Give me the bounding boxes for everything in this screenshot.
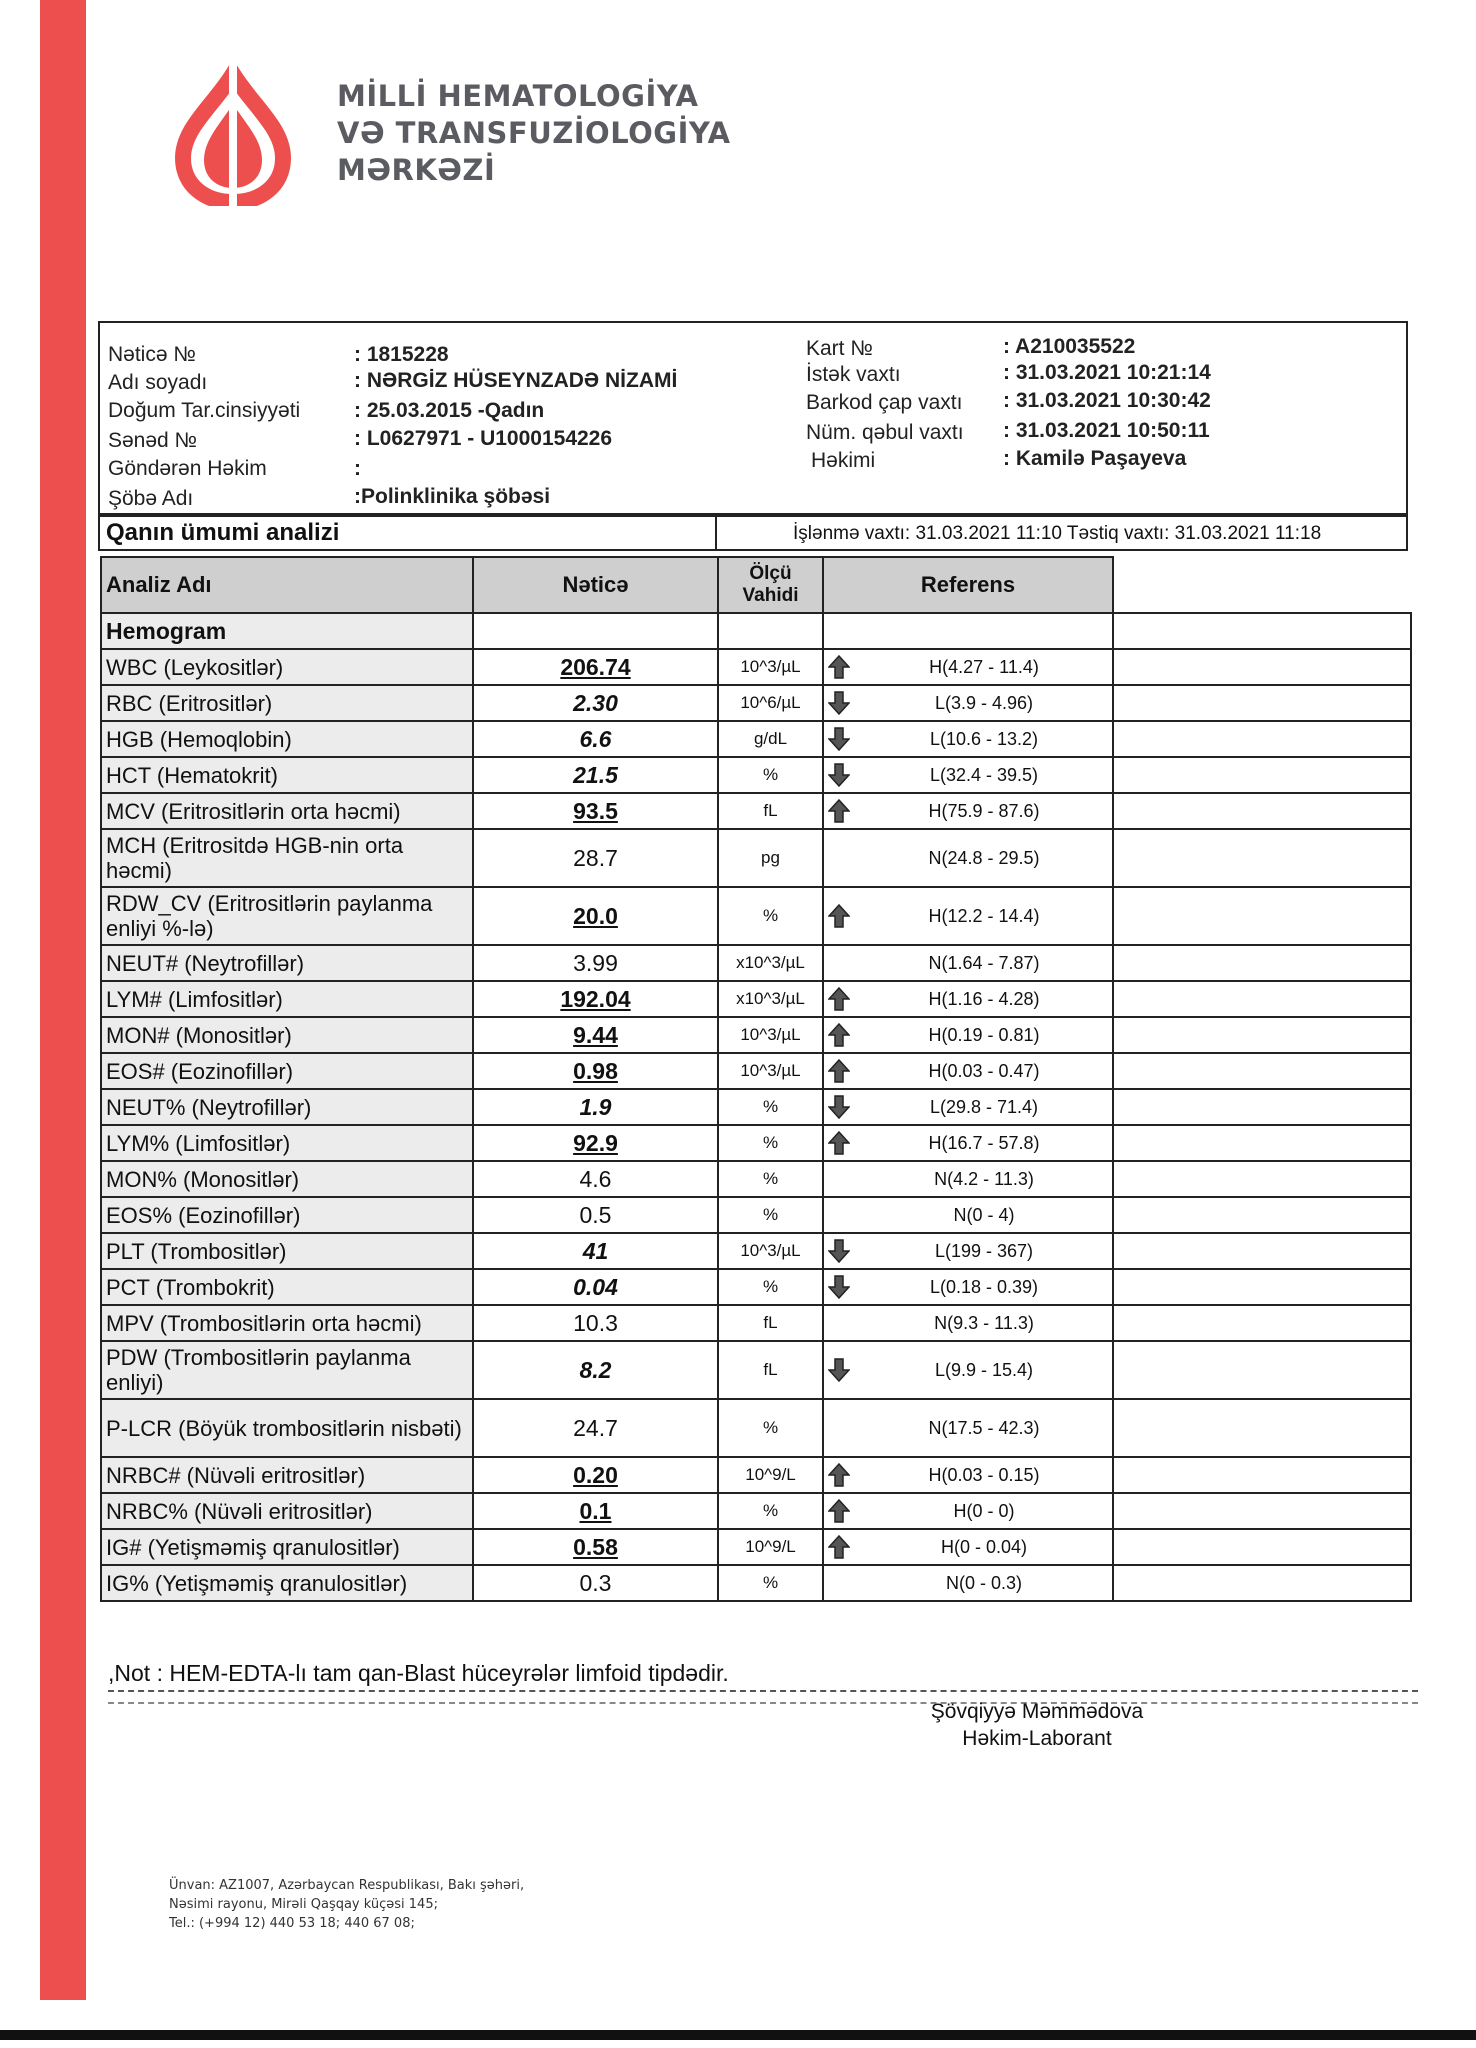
table-row [101,1305,1411,1341]
blank-cell [1113,1493,1411,1529]
reference-cell [823,721,1113,757]
footer-line-2: Nəsimi rayonu, Mirəli Qaşqay küçəsi 145; [169,1897,438,1912]
result-value [473,1125,718,1161]
panel-header [98,513,1408,551]
analysis-name: NRBC% (Nüvəli eritrositlər) [101,1493,473,1529]
blank-cell [1113,757,1411,793]
unit-value: % [718,887,823,945]
result-text: 0.58 [573,1533,618,1560]
arrow-up-icon [828,1059,850,1083]
table-row [101,721,1411,757]
result-value [473,685,718,721]
red-side-stripe [40,0,86,2000]
result-text: 10.3 [573,1309,618,1336]
analysis-name: HCT (Hematokrit) [101,757,473,793]
blank-cell [1113,1017,1411,1053]
reference-cell [823,685,1113,721]
result-value [473,1269,718,1305]
unit-value: % [718,1161,823,1197]
reference-cell [823,1269,1113,1305]
reference-range: H(1.16 - 4.28) [928,988,1040,1009]
document-no-label: Sənəd № [108,429,198,452]
reference-range: H(16.7 - 57.8) [928,1132,1040,1153]
table-row [101,1399,1411,1457]
blank-cell [1113,1197,1411,1233]
blank-cell [1113,1089,1411,1125]
reference-cell [823,1125,1113,1161]
reference-range: L(199 - 367) [934,1240,1034,1261]
analysis-name: EOS% (Eozinofillər) [101,1197,473,1233]
result-value [473,1161,718,1197]
table-row [101,757,1411,793]
signature-block [922,1698,1152,1752]
section-blank-cell [1113,613,1411,649]
result-value [473,1341,718,1399]
table-row [101,829,1411,887]
panel-title: Qanın ümumi analizi [106,519,340,546]
reference-range: H(0 - 0.04) [940,1536,1028,1557]
analysis-name: PLT (Trombositlər) [101,1233,473,1269]
result-text: 192.04 [560,985,631,1012]
reference-cell [823,981,1113,1017]
arrow-up-icon [828,1023,850,1047]
arrow-up-icon [828,904,850,928]
result-text: 93.5 [573,797,618,824]
arrow-up-icon [828,799,850,823]
bottom-edge-rule [0,2030,1476,2040]
department-value: :Polinklinika şöbəsi [354,485,551,508]
result-text: 21.5 [573,761,618,788]
blood-drop-logo-icon [158,66,308,206]
table-row [101,1233,1411,1269]
unit-value: fL [718,1341,823,1399]
birth-gender-value: : 25.03.2015 -Qadın [354,399,545,422]
reference-cell [823,793,1113,829]
reference-range: N(0 - 4) [953,1204,1015,1225]
analysis-name: PDW (Trombositlərin paylanma enliyi) [101,1341,473,1399]
analysis-name: MCH (Eritrositdə HGB-nin orta həcmi) [101,829,473,887]
unit-value: 10^6/µL [718,685,823,721]
result-no-label: Nəticə № [108,343,196,366]
col-unit [718,557,823,613]
section-row [101,613,1411,649]
result-value [473,1529,718,1565]
table-row [101,793,1411,829]
reference-cell [823,1341,1113,1399]
reference-cell [823,1197,1113,1233]
analysis-name: NEUT% (Neytrofillər) [101,1089,473,1125]
referring-doctor-value: : [354,457,361,480]
note-divider [108,1690,1418,1692]
col-blank [1113,557,1411,613]
result-value [473,1565,718,1601]
analysis-name: MON% (Monositlər) [101,1161,473,1197]
result-text: 4.6 [579,1165,612,1192]
result-value [473,1017,718,1053]
blank-cell [1113,945,1411,981]
reference-cell [823,1053,1113,1089]
signature-name: Şövqiyyə Məmmədova [930,1700,1144,1723]
result-value [473,1493,718,1529]
result-text: 206.74 [560,653,631,680]
analysis-name: WBC (Leykositlər) [101,649,473,685]
result-value [473,1305,718,1341]
reference-range: H(75.9 - 87.6) [928,800,1040,821]
unit-value: 10^3/µL [718,1233,823,1269]
blank-cell [1113,1341,1411,1399]
result-text: 24.7 [573,1414,618,1441]
reference-cell [823,1399,1113,1457]
blank-cell [1113,1125,1411,1161]
birth-gender-label: Doğum Tar.cinsiyyəti [108,399,301,422]
unit-value: fL [718,793,823,829]
reference-cell [823,1089,1113,1125]
analysis-name: IG% (Yetişməmiş qranulositlər) [101,1565,473,1601]
card-no-value: : A210035522 [1003,335,1136,358]
blank-cell [1113,793,1411,829]
reference-range: N(4.2 - 11.3) [934,1168,1034,1189]
reference-range: H(0.03 - 0.15) [928,1464,1040,1485]
department-label: Şöbə Adı [108,487,194,510]
result-text: 0.1 [579,1497,612,1524]
section-blank-cell [823,613,1113,649]
reference-range: N(9.3 - 11.3) [934,1312,1034,1333]
unit-value: 10^3/µL [718,1053,823,1089]
col-reference: Referens [823,557,1113,613]
result-no-value: : 1815228 [354,343,449,366]
blank-cell [1113,1565,1411,1601]
table-row [101,1017,1411,1053]
blank-cell [1113,1305,1411,1341]
reference-range: H(0.03 - 0.47) [928,1060,1040,1081]
unit-value: % [718,1089,823,1125]
result-text: 0.5 [579,1201,612,1228]
reference-cell [823,829,1113,887]
arrow-up-icon [828,1131,850,1155]
reference-cell [823,1565,1113,1601]
result-text: 0.98 [573,1057,618,1084]
result-text: 1.9 [579,1093,612,1120]
table-row [101,1053,1411,1089]
result-text: 0.04 [573,1273,618,1300]
reference-range: N(24.8 - 29.5) [928,847,1040,868]
unit-value: 10^9/L [718,1529,823,1565]
brand-line-2: VƏ TRANSFUZİOLOGİYA [337,116,731,150]
note-divider-2 [108,1702,1418,1704]
result-value [473,1197,718,1233]
analysis-name: MCV (Eritrositlərin orta həcmi) [101,793,473,829]
unit-value: % [718,1399,823,1457]
table-row [101,945,1411,981]
reference-range: H(4.27 - 11.4) [929,656,1039,677]
unit-value: 10^3/µL [718,1017,823,1053]
reference-range: L(32.4 - 39.5) [929,764,1039,785]
analysis-name: NEUT# (Neytrofillər) [101,945,473,981]
name-label: Adı soyadı [108,371,208,394]
section-blank-cell [718,613,823,649]
arrow-down-icon [828,691,850,715]
analysis-name: EOS# (Eozinofillər) [101,1053,473,1089]
arrow-down-icon [828,1358,850,1382]
col-analysis-name: Analiz Adı [101,557,473,613]
unit-value: % [718,1125,823,1161]
unit-value: fL [718,1305,823,1341]
arrow-up-icon [828,1499,850,1523]
reference-range: N(1.64 - 7.87) [928,952,1040,973]
blank-cell [1113,829,1411,887]
arrow-up-icon [828,1535,850,1559]
result-value [473,945,718,981]
result-text: 41 [582,1237,609,1264]
reference-range: L(9.9 - 15.4) [934,1359,1034,1380]
reference-cell [823,945,1113,981]
blank-cell [1113,1457,1411,1493]
result-value [473,1053,718,1089]
processing-times: İşlənmə vaxtı: 31.03.2021 11:10 Təstiq vaxtı: 31.03.2021 11:18 [793,523,1322,544]
footer-line-1: Ünvan: AZ1007, Azərbaycan Respublikası, Bakı şəhəri, [169,1878,525,1893]
reference-cell [823,1457,1113,1493]
patient-info-box [98,321,1408,517]
table-row [101,1269,1411,1305]
table-row [101,1493,1411,1529]
results-header-row [101,557,1411,613]
result-value [473,1399,718,1457]
reference-range: N(17.5 - 42.3) [928,1417,1040,1438]
result-text: 0.3 [579,1569,612,1596]
table-row [101,1457,1411,1493]
analysis-name: RBC (Eritrositlər) [101,685,473,721]
request-time-label: İstək vaxtı [806,363,901,386]
reference-range: L(10.6 - 13.2) [929,728,1039,749]
brand-line-1: MİLLİ HEMATOLOGİYA [337,79,699,113]
col-unit-line-1: Ölçü [749,563,792,584]
blank-cell [1113,1053,1411,1089]
table-row [101,1161,1411,1197]
result-value [473,1233,718,1269]
table-row [101,1565,1411,1601]
result-value [473,1457,718,1493]
analysis-name: RDW_CV (Eritrositlərin paylanma enliyi %-lə) [101,887,473,945]
footer-line-3: Tel.: (+994 12) 440 53 18; 440 67 08; [169,1916,415,1931]
signature-role: Həkim-Laborant [962,1727,1112,1750]
arrow-down-icon [828,1275,850,1299]
result-text: 92.9 [573,1129,618,1156]
brand-name [337,78,731,189]
name-value: : NƏRGİZ HÜSEYNZADƏ NİZAMİ [354,369,678,392]
blank-cell [1113,1269,1411,1305]
table-row [101,1341,1411,1399]
unit-value: % [718,1269,823,1305]
reference-cell [823,887,1113,945]
blank-cell [1113,1161,1411,1197]
brand-line-3: MƏRKƏZİ [337,153,496,187]
table-row [101,1197,1411,1233]
unit-value: % [718,1197,823,1233]
doctor-value: : Kamilə Paşayeva [1003,447,1187,470]
reference-cell [823,1161,1113,1197]
reference-cell [823,1305,1113,1341]
analysis-name: P-LCR (Böyük trombositlərin nisbəti) [101,1399,473,1457]
table-row [101,685,1411,721]
result-value [473,757,718,793]
analysis-name: IG# (Yetişməmiş qranulositlər) [101,1529,473,1565]
arrow-up-icon [828,1463,850,1487]
arrow-down-icon [828,1239,850,1263]
section-blank-cell [473,613,718,649]
blank-cell [1113,1233,1411,1269]
reference-range: H(0 - 0) [953,1500,1015,1521]
result-value [473,981,718,1017]
blank-cell [1113,1529,1411,1565]
reference-range: H(0.19 - 0.81) [928,1024,1040,1045]
result-value [473,649,718,685]
blank-cell [1113,981,1411,1017]
result-text: 8.2 [579,1356,612,1383]
result-text: 6.6 [579,725,612,752]
table-row [101,1529,1411,1565]
result-text: 0.20 [573,1461,618,1488]
result-text: 9.44 [573,1021,618,1048]
reference-cell [823,1017,1113,1053]
unit-value: pg [718,829,823,887]
result-text: 3.99 [573,949,618,976]
reference-range: N(0 - 0.3) [945,1572,1023,1593]
table-row [101,649,1411,685]
blank-cell [1113,887,1411,945]
analysis-name: LYM# (Limfositlər) [101,981,473,1017]
footer-address [169,1876,524,1933]
unit-value: x10^3/µL [718,945,823,981]
col-unit-line-2: Vahidi [742,585,799,606]
reference-cell [823,1529,1113,1565]
reference-cell [823,757,1113,793]
reference-range: L(29.8 - 71.4) [929,1096,1039,1117]
unit-value: x10^3/µL [718,981,823,1017]
card-no-label: Kart № [806,337,873,360]
section-title: Hemogram [101,613,473,649]
analysis-name: PCT (Trombokrit) [101,1269,473,1305]
table-row [101,1089,1411,1125]
blank-cell [1113,721,1411,757]
sample-accept-time-label: Nüm. qəbul vaxtı [806,421,964,444]
analysis-name: LYM% (Limfositlər) [101,1125,473,1161]
results-table [100,556,1412,1602]
result-value [473,721,718,757]
analysis-name: HGB (Hemoqlobin) [101,721,473,757]
barcode-time-label: Barkod çap vaxtı [806,391,963,414]
unit-value: % [718,1493,823,1529]
analysis-name: NRBC# (Nüvəli eritrositlər) [101,1457,473,1493]
unit-value: % [718,757,823,793]
request-time-value: : 31.03.2021 10:21:14 [1003,361,1211,384]
barcode-time-value: : 31.03.2021 10:30:42 [1003,389,1211,412]
reference-range: H(12.2 - 14.4) [928,905,1040,926]
analysis-name: MON# (Monositlər) [101,1017,473,1053]
table-row [101,1125,1411,1161]
document-no-value: : L0627971 - U1000154226 [354,427,613,450]
result-text: 28.7 [573,844,618,871]
reference-cell [823,1233,1113,1269]
reference-cell [823,1493,1113,1529]
referring-doctor-label: Göndərən Həkim [108,457,267,480]
reference-cell [823,649,1113,685]
panel-header-divider [715,515,717,549]
analysis-name: MPV (Trombositlərin orta həcmi) [101,1305,473,1341]
arrow-down-icon [828,763,850,787]
sample-accept-time-value: : 31.03.2021 10:50:11 [1003,419,1210,442]
unit-value: 10^9/L [718,1457,823,1493]
unit-value: g/dL [718,721,823,757]
col-result: Nəticə [473,557,718,613]
result-value [473,829,718,887]
table-row [101,981,1411,1017]
reference-range: L(0.18 - 0.39) [929,1276,1039,1297]
doctor-label: Həkimi [811,449,876,472]
unit-value: 10^3/µL [718,649,823,685]
result-text: 20.0 [573,902,618,929]
blank-cell [1113,649,1411,685]
result-value [473,793,718,829]
arrow-up-icon [828,655,850,679]
blank-cell [1113,685,1411,721]
unit-value: % [718,1565,823,1601]
result-text: 2.30 [573,689,618,716]
note-text: ,Not : HEM-EDTA-lı tam qan-Blast hüceyrələr limfoid tipdədir. [108,1660,729,1686]
arrow-down-icon [828,727,850,751]
reference-range: L(3.9 - 4.96) [934,692,1034,713]
blank-cell [1113,1399,1411,1457]
result-value [473,887,718,945]
arrow-down-icon [828,1095,850,1119]
table-row [101,887,1411,945]
arrow-up-icon [828,987,850,1011]
result-value [473,1089,718,1125]
